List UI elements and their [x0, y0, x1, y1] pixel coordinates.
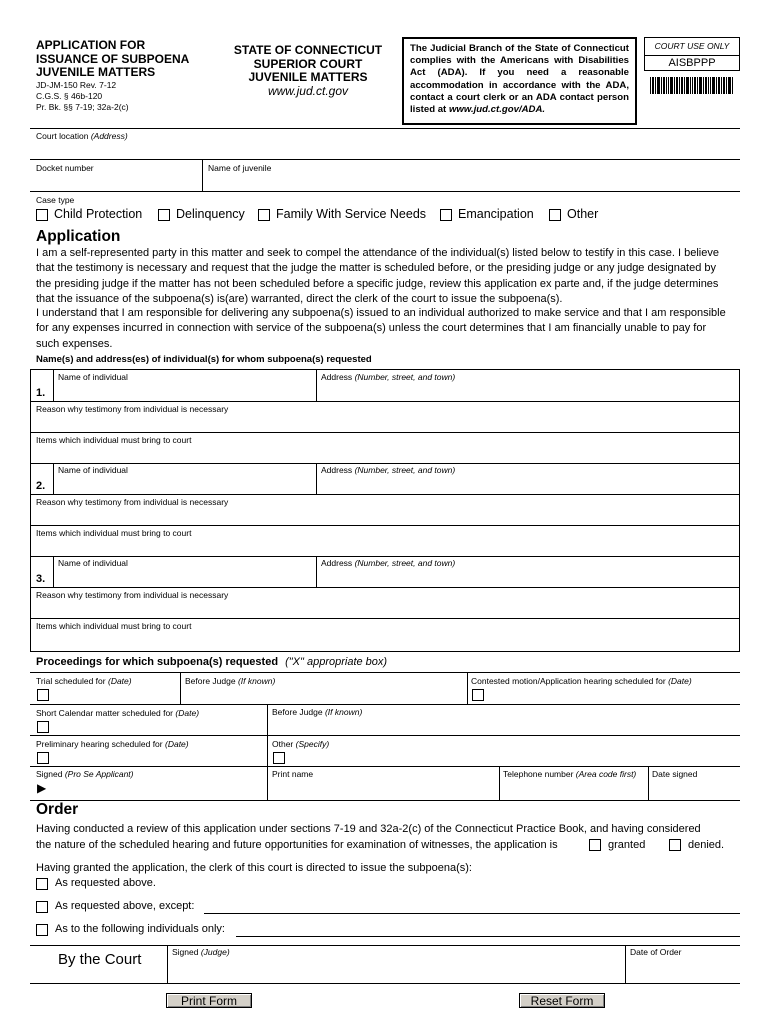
date-hint: (Date)	[107, 676, 132, 686]
trial-date-field[interactable]	[36, 676, 176, 686]
emancipation-checkbox[interactable]	[440, 209, 452, 221]
website-link[interactable]: www.jud.ct.gov	[267, 83, 349, 98]
applicant-signature-field[interactable]	[36, 769, 261, 799]
items-to-bring-field[interactable]	[36, 621, 736, 649]
testimony-reason-field[interactable]	[36, 404, 736, 432]
testimony-reason-label: Reason why testimony from individual is necessary	[36, 404, 229, 414]
print-name-field[interactable]	[272, 769, 497, 799]
delinquency-checkbox[interactable]	[158, 209, 170, 221]
statute-ref: C.G.S. § 46b-120	[36, 91, 103, 101]
ada-link[interactable]: www.jud.ct.gov/ADA.	[448, 104, 546, 116]
trial-checkbox[interactable]	[37, 689, 49, 701]
form-title-line: ISSUANCE OF SUBPOENA	[36, 51, 190, 66]
order-paragraph-line-2: the nature of the scheduled hearing and future opportunities for examination of witnesses, the application is	[36, 839, 558, 851]
court-location-hint: (Address)	[90, 131, 128, 141]
order-heading: Order	[36, 801, 79, 818]
contested-checkbox[interactable]	[472, 689, 484, 701]
short-calendar-judge-field[interactable]	[272, 707, 737, 717]
telephone-label: Telephone number	[503, 769, 574, 779]
order-directed-text: Having granted the application, the clerk of this court is directed to issue the subpoena(s):	[36, 862, 472, 874]
testimony-reason-field[interactable]	[36, 590, 736, 618]
testimony-reason-label: Reason why testimony from individual is necessary	[36, 497, 229, 507]
individuals-heading: Name(s) and address(es) of individual(s) for whom subpoena(s) requested	[36, 354, 372, 365]
barcode-bars	[650, 77, 733, 94]
preliminary-label: Preliminary hearing scheduled for	[36, 739, 163, 749]
as-requested-checkbox[interactable]	[36, 878, 48, 890]
court-title	[218, 44, 398, 98]
individual-name-label: Name of individual	[58, 465, 128, 475]
case-type-label: Case type	[36, 195, 75, 205]
form-number: JD-JM-150 Rev. 7-12	[36, 80, 117, 90]
as-requested-except-label: As requested above, except:	[55, 900, 195, 912]
docket-number-label: Docket number	[36, 163, 94, 173]
following-individuals-checkbox[interactable]	[36, 924, 48, 936]
date-hint: (Date)	[175, 708, 200, 718]
date-of-order-field[interactable]	[630, 947, 738, 981]
other-case-type-checkbox[interactable]	[549, 209, 561, 221]
individual-address-field[interactable]	[321, 558, 736, 586]
telephone-field[interactable]	[503, 769, 646, 799]
items-to-bring-field[interactable]	[36, 528, 736, 555]
testimony-reason-field[interactable]	[36, 497, 736, 525]
individual-address-field[interactable]	[321, 465, 736, 493]
other-label: Other	[272, 739, 294, 749]
individual-name-field[interactable]	[58, 372, 313, 400]
child-protection-checkbox[interactable]	[36, 209, 48, 221]
before-judge-label: Before Judge	[185, 676, 236, 686]
print-name-label: Print name	[272, 769, 314, 779]
short-calendar-checkbox[interactable]	[37, 721, 49, 733]
individual-name-label: Name of individual	[58, 558, 128, 568]
court-location-field[interactable]	[36, 131, 736, 159]
court-use-box	[644, 37, 740, 71]
preliminary-hearing-date-field[interactable]	[36, 739, 261, 749]
emancipation-label: Emancipation	[458, 207, 534, 221]
individual-address-label: Address	[321, 372, 353, 382]
form-title	[36, 39, 189, 80]
contested-label: Contested motion/Application hearing scheduled for	[471, 676, 666, 686]
practice-book-ref: Pr. Bk. §§ 7-19; 32a-2(c)	[36, 102, 129, 112]
ada-notice-text: The Judicial Branch of the State of Connecticut complies with the Americans with Disabilities Act (ADA). If you need a reasonable accommodation in accordance with the ADA, contact a court clerk or an ADA contact person listed at	[410, 43, 629, 116]
form-title-line: APPLICATION FOR	[36, 38, 146, 52]
judge-hint: (Judge)	[200, 947, 230, 957]
individual-number: 1.	[36, 387, 46, 399]
trial-judge-field[interactable]	[185, 676, 465, 686]
as-requested-label: As requested above.	[55, 877, 156, 889]
individual-name-field[interactable]	[58, 465, 313, 493]
family-service-needs-checkbox[interactable]	[258, 209, 270, 221]
form-references	[36, 80, 129, 113]
barcode	[650, 77, 734, 94]
delinquency-label: Delinquency	[176, 207, 245, 221]
as-requested-except-checkbox[interactable]	[36, 901, 48, 913]
other-proceeding-checkbox[interactable]	[273, 752, 285, 764]
date-signed-field[interactable]	[652, 769, 738, 799]
other-case-type-label: Other	[567, 207, 599, 221]
court-title-line: SUPERIOR COURT	[253, 56, 363, 71]
judge-signature-field[interactable]	[172, 947, 622, 981]
individual-address-field[interactable]	[321, 372, 736, 400]
court-title-line: JUVENILE MATTERS	[248, 70, 368, 84]
form-title-line: JUVENILE MATTERS	[36, 65, 156, 79]
proceedings-heading	[36, 656, 387, 668]
by-the-court-label: By the Court	[58, 951, 142, 968]
application-paragraph-1: I am a self-represented party in this matter and seek to compel the attendance of the individual(s) listed below to testify in this case. I believe that the testimony is necessary and request that the judge the matter is scheduled before, or the presiding judge or any judge designated by the presiding judge if the matter has not been scheduled before a specific judge, review this application ex parte and, if the judge determines that the issuance of the subpoena(s) is(are) warranted, direct the clerk of the court to issue the subpoena(s).	[36, 247, 719, 305]
date-signed-label: Date signed	[652, 769, 698, 779]
court-location-label: Court location	[36, 131, 89, 141]
items-to-bring-label: Items which individual must bring to court	[36, 621, 192, 631]
before-judge-label: Before Judge	[272, 707, 323, 717]
individual-address-hint: (Number, street, and town)	[354, 372, 456, 382]
area-code-hint: (Area code first)	[575, 769, 637, 779]
preliminary-hearing-checkbox[interactable]	[37, 752, 49, 764]
denied-checkbox[interactable]	[669, 839, 681, 851]
pro-se-hint: (Pro Se Applicant)	[64, 769, 134, 779]
individual-address-label: Address	[321, 465, 353, 475]
family-service-needs-label: Family With Service Needs	[276, 207, 427, 221]
granted-label: granted	[608, 839, 646, 851]
judge-signed-label: Signed	[172, 947, 199, 957]
court-title-line: STATE OF CONNECTICUT	[233, 43, 383, 57]
granted-checkbox[interactable]	[589, 839, 601, 851]
reset-form-button[interactable]: Reset Form	[519, 993, 605, 1008]
items-to-bring-label: Items which individual must bring to court	[36, 528, 192, 538]
items-to-bring-field[interactable]	[36, 435, 736, 462]
individual-name-field[interactable]	[58, 558, 313, 586]
individual-address-hint: (Number, street, and town)	[354, 465, 456, 475]
docket-number-field[interactable]	[36, 163, 200, 191]
court-use-code: AISBPPP	[645, 55, 739, 69]
individual-address-label: Address	[321, 558, 353, 568]
short-calendar-label: Short Calendar matter scheduled for	[36, 708, 174, 718]
order-paragraph-line-1: Having conducted a review of this application under sections 7-19 and 32a-2(c) of the Connecticut Practice Book, and having considered	[36, 823, 701, 835]
date-hint: (Date)	[165, 739, 189, 749]
application-heading: Application	[36, 228, 121, 245]
signature-arrow-icon: ▶	[37, 781, 47, 795]
individual-number: 3.	[36, 573, 46, 585]
signed-label: Signed	[36, 769, 63, 779]
juvenile-name-field[interactable]	[208, 163, 738, 191]
proceedings-heading-hint: ("X" appropriate box)	[285, 656, 388, 668]
court-use-label: COURT USE ONLY	[654, 41, 730, 51]
date-of-order-label: Date of Order	[630, 947, 682, 957]
testimony-reason-label: Reason why testimony from individual is necessary	[36, 590, 229, 600]
ada-notice-box	[402, 37, 637, 125]
proceedings-heading-text: Proceedings for which subpoena(s) requested	[36, 656, 279, 668]
if-known-hint: (If known)	[324, 707, 363, 717]
items-to-bring-label: Items which individual must bring to court	[36, 435, 192, 445]
following-individuals-line[interactable]	[236, 936, 740, 937]
except-line[interactable]	[204, 913, 740, 914]
print-form-button[interactable]: Print Form	[166, 993, 252, 1008]
denied-label: denied.	[688, 839, 725, 851]
individual-number: 2.	[36, 480, 46, 492]
juvenile-name-label: Name of juvenile	[208, 163, 272, 173]
application-paragraph-2: I understand that I am responsible for delivering any subpoena(s) issued to an individual authorized to make service and that I am responsible for any expenses incurred in connection with service of the subpoena(s) unless the court determines that I am financially unable to pay for such expenses.	[36, 307, 726, 350]
trial-label: Trial scheduled for	[36, 676, 106, 686]
following-individuals-label: As to the following individuals only:	[55, 923, 225, 935]
contested-hearing-field[interactable]	[471, 676, 739, 686]
other-proceeding-field[interactable]	[272, 739, 737, 749]
individual-address-hint: (Number, street, and town)	[354, 558, 456, 568]
child-protection-label: Child Protection	[54, 207, 143, 221]
short-calendar-date-field[interactable]	[36, 708, 261, 718]
individual-name-label: Name of individual	[58, 372, 128, 382]
specify-hint: (Specify)	[295, 739, 330, 749]
date-hint: (Date)	[668, 676, 692, 686]
if-known-hint: (If known)	[237, 676, 276, 686]
